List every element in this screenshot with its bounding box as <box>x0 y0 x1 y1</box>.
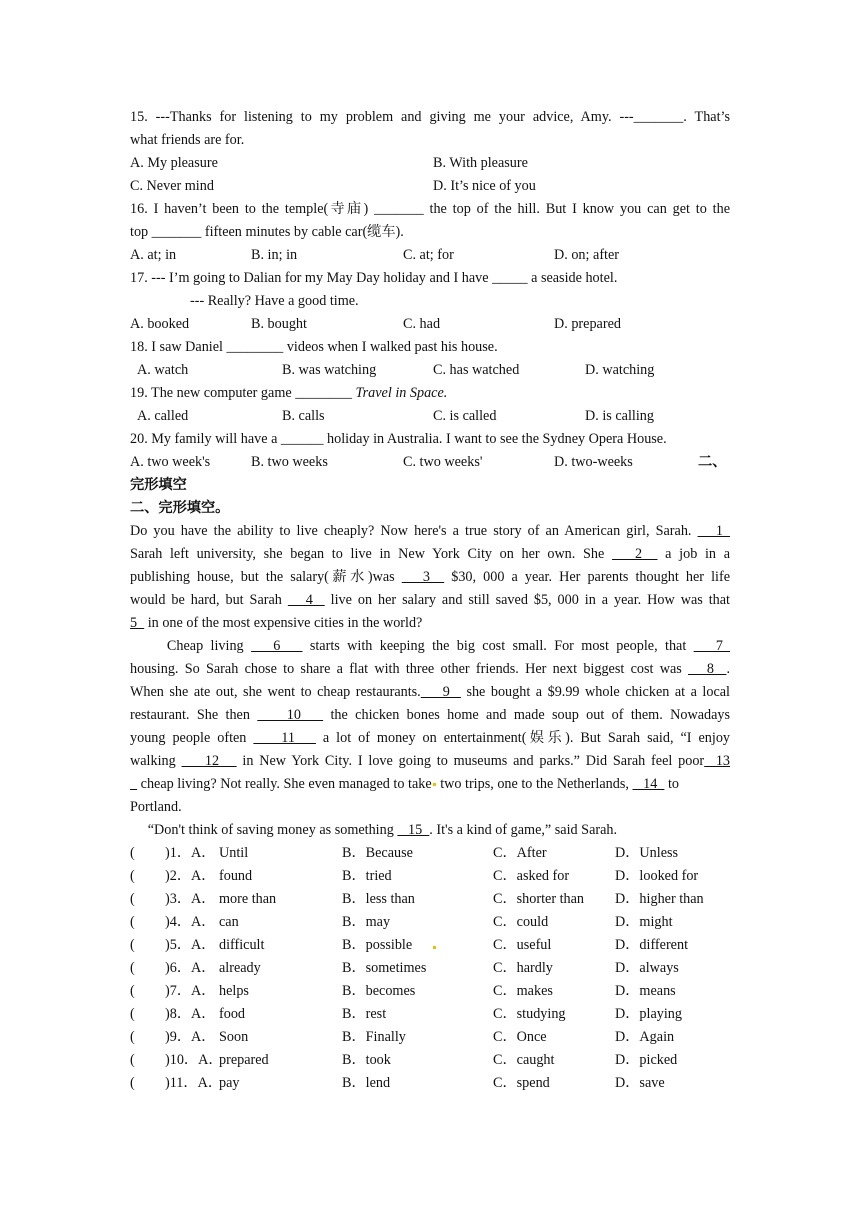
choice-number: )11．A． <box>165 1075 223 1091</box>
choice-b: B．sometimes <box>342 960 427 976</box>
q16-option-b: B. in; in <box>251 247 298 263</box>
passage-text: the chicken bones home and made soup out of them. Nowadays <box>323 707 731 723</box>
choice-number: )3．A． <box>165 891 216 907</box>
choice-d: D．always <box>615 960 679 976</box>
passage-text: she bought a $9.99 whole chicken at a local <box>460 684 730 700</box>
q19-option-a: A. called <box>137 408 189 424</box>
choice-d: D．save <box>615 1075 665 1091</box>
choice-c: C．useful <box>493 937 552 953</box>
question-16-cont: top _______ fifteen minutes by cable car(缆车). <box>130 224 404 240</box>
choice-row <box>130 1003 730 1026</box>
choice-paren: ( <box>130 914 135 930</box>
q16-option-d: D. on; after <box>554 247 620 263</box>
choice-d: D．higher than <box>615 891 704 907</box>
passage-text: Cheap living <box>130 638 252 654</box>
q20-option-b: B. two weeks <box>251 454 328 470</box>
blank-4: 4 <box>287 592 325 608</box>
choice-row <box>130 865 730 888</box>
choice-b: B．possible <box>342 937 413 953</box>
passage-line <box>130 520 730 543</box>
q19-options <box>130 405 730 428</box>
choice-number: )8．A． <box>165 1006 216 1022</box>
blank-1: 1 <box>697 523 731 539</box>
passage-text: restaurant. She then <box>130 707 258 723</box>
choice-b: B．less than <box>342 891 415 907</box>
choice-c: C．After <box>493 845 547 861</box>
passage-line <box>130 750 730 773</box>
choice-a: found <box>219 868 253 884</box>
q20-options <box>130 451 730 474</box>
blank-15: 15 <box>397 822 430 838</box>
choice-b: B．becomes <box>342 983 416 999</box>
choice-row <box>130 980 730 1003</box>
choice-row <box>130 1049 730 1072</box>
passage-text: in New York City. I love going to museums and parks.” Did Sarah feel poor <box>236 753 705 769</box>
blank-10: 10 <box>257 707 324 723</box>
choice-a: already <box>219 960 261 976</box>
choice-a: food <box>219 1006 246 1022</box>
question-15: 15. ---Thanks for listening to my problem and giving me your advice, Amy. ---_______. That’s <box>130 109 730 125</box>
q18-option-d: D. watching <box>585 362 655 378</box>
choice-c: C．shorter than <box>493 891 585 907</box>
passage-text: “Don't think of saving money as something <box>130 822 398 838</box>
choice-b: B．Because <box>342 845 413 861</box>
q18-options <box>130 359 730 382</box>
choice-paren: ( <box>130 960 135 976</box>
choice-d: D．different <box>615 937 689 953</box>
q19-option-c: C. is called <box>433 408 497 424</box>
q16-option-c: C. at; for <box>403 247 454 263</box>
q20-option-a: A. two week's <box>130 454 211 470</box>
passage-text: $30, 000 a year. Her parents thought her life <box>444 569 731 585</box>
choice-paren: ( <box>130 1052 135 1068</box>
blank-2: 2 <box>611 546 658 562</box>
choice-c: C．could <box>493 914 549 930</box>
choice-b: B．rest <box>342 1006 387 1022</box>
q18-option-a: A. watch <box>137 362 189 378</box>
choice-d: D．means <box>615 983 676 999</box>
passage-text: cheap living? Not really. She even managed to take <box>137 776 432 792</box>
choice-b: B．tried <box>342 868 392 884</box>
passage-text: live on her salary and still saved $5, 000 in a year. How was that <box>324 592 730 608</box>
blank-8: 8 <box>688 661 727 677</box>
passage-text: in one of the most expensive cities in the world? <box>144 615 423 631</box>
choice-a: helps <box>219 983 249 999</box>
section-label-trail: 完形填空 <box>130 477 187 493</box>
choice-b: B．Finally <box>342 1029 406 1045</box>
passage-text: When she ate out, she went to cheap restaurants. <box>130 684 421 700</box>
passage-text: young people often <box>130 730 254 746</box>
choice-row <box>130 842 730 865</box>
choice-paren: ( <box>130 845 135 861</box>
passage-line <box>130 589 730 612</box>
q20-option-d: D. two-weeks <box>554 454 633 470</box>
choice-paren: ( <box>130 1075 135 1091</box>
passage-text: starts with keeping the big cost small. For most people, that <box>302 638 694 654</box>
yellow-dot-mark <box>433 783 436 786</box>
choice-a: pay <box>219 1075 240 1091</box>
choice-c: C．hardly <box>493 960 553 976</box>
choice-a: can <box>219 914 239 930</box>
choice-number: )4．A． <box>165 914 216 930</box>
section-title: 二、完形填空。 <box>130 500 230 516</box>
choice-d: D．picked <box>615 1052 678 1068</box>
choice-c: C．spend <box>493 1075 550 1091</box>
q16-option-a: A. at; in <box>130 247 177 263</box>
passage-line <box>130 658 730 681</box>
q19-option-d: D. is calling <box>585 408 654 424</box>
blank-9: 9 <box>420 684 461 700</box>
choice-number: )1．A． <box>165 845 216 861</box>
blank-14: 14 <box>632 776 665 792</box>
q16-options <box>130 244 730 267</box>
q15-option-a: A. My pleasure <box>130 155 218 171</box>
choice-d: D．playing <box>615 1006 682 1022</box>
passage-line <box>130 727 730 750</box>
q17-options <box>130 313 730 336</box>
choice-d: D．looked for <box>615 868 699 884</box>
passage-text: a lot of money on entertainment(娱乐). But Sarah said, “I enjoy <box>315 730 731 746</box>
choice-d: D．might <box>615 914 673 930</box>
q15-options-row1 <box>130 152 730 175</box>
section-number-trail: 二、 <box>698 454 727 470</box>
q15-option-b: B. With pleasure <box>433 155 528 171</box>
blank-11: 11 <box>253 730 316 746</box>
choice-number: )2．A． <box>165 868 216 884</box>
choice-paren: ( <box>130 891 135 907</box>
q15-options-row2 <box>130 175 730 198</box>
blank-13: 13 <box>704 753 731 769</box>
passage-line <box>130 773 730 796</box>
choice-row <box>130 1072 730 1095</box>
choice-number: )6．A． <box>165 960 216 976</box>
choice-b: B．may <box>342 914 391 930</box>
choice-paren: ( <box>130 1029 135 1045</box>
blank-7: 7 <box>693 638 731 654</box>
passage-text: housing. So Sarah chose to share a flat with three other friends. Her next biggest cost was <box>130 661 689 677</box>
passage-text: publishing house, but the salary(薪水)was <box>130 569 402 585</box>
choice-paren: ( <box>130 937 135 953</box>
choice-c: C．Once <box>493 1029 547 1045</box>
passage-line <box>130 635 730 658</box>
passage-text: would be hard, but Sarah <box>130 592 288 608</box>
passage-text: Do you have the ability to live cheaply? Now here's a true story of an American girl, Sarah. <box>130 523 698 539</box>
choice-c: C．studying <box>493 1006 566 1022</box>
q15-option-d: D. It’s nice of you <box>433 178 536 194</box>
choice-a: Until <box>219 845 249 861</box>
passage-line <box>130 612 730 635</box>
choice-a: more than <box>219 891 277 907</box>
choice-row <box>130 957 730 980</box>
q17-option-a: A. booked <box>130 316 190 332</box>
passage-line <box>130 681 730 704</box>
choice-number: )9．A． <box>165 1029 216 1045</box>
question-20: 20. My family will have a ______ holiday in Australia. I want to see the Sydney Opera House. <box>130 431 667 447</box>
q18-option-b: B. was watching <box>282 362 377 378</box>
blank-3: 3 <box>401 569 445 585</box>
q19-option-b: B. calls <box>282 408 325 424</box>
choice-a: Soon <box>219 1029 249 1045</box>
choice-b: B．lend <box>342 1075 391 1091</box>
passage-line <box>130 819 730 842</box>
passage-line <box>130 566 730 589</box>
question-17: 17. --- I’m going to Dalian for my May Day holiday and I have _____ a seaside hotel. <box>130 270 618 286</box>
q17-option-c: C. had <box>403 316 441 332</box>
q15-option-c: C. Never mind <box>130 178 214 194</box>
passage-text: . <box>726 661 730 677</box>
worksheet <box>130 106 730 1095</box>
passage-text: two trips, one to the Netherlands, <box>436 776 633 792</box>
question-19-text: 19. The new computer game ________ <box>130 385 356 401</box>
passage-line: Portland. <box>130 799 182 815</box>
yellow-dot-mark <box>433 946 436 949</box>
choice-c: C．caught <box>493 1052 555 1068</box>
passage-text: walking <box>130 753 182 769</box>
choice-table <box>130 842 730 1095</box>
choice-paren: ( <box>130 983 135 999</box>
blank-5: 5 <box>130 615 145 631</box>
choice-number: )10．A． <box>165 1052 223 1068</box>
choice-number: )5．A． <box>165 937 216 953</box>
passage-text: . It's a kind of game,” said Sarah. <box>429 822 618 838</box>
passage-line <box>130 543 730 566</box>
choice-paren: ( <box>130 1006 135 1022</box>
q18-option-c: C. has watched <box>433 362 520 378</box>
choice-c: C．makes <box>493 983 553 999</box>
question-16: 16. I haven’t been to the temple(寺庙) _______ the top of the hill. But I know you can get to the <box>130 201 730 217</box>
choice-a: difficult <box>219 937 265 953</box>
game-title: Travel in Space. <box>355 385 448 401</box>
choice-a: prepared <box>219 1052 269 1068</box>
choice-c: C．asked for <box>493 868 570 884</box>
choice-row <box>130 888 730 911</box>
choice-row <box>130 934 730 957</box>
q17-option-d: D. prepared <box>554 316 621 332</box>
choice-d: D．Again <box>615 1029 675 1045</box>
choice-paren: ( <box>130 868 135 884</box>
passage-text: to <box>664 776 679 792</box>
passage-line <box>130 704 730 727</box>
question-17-reply: --- Really? Have a good time. <box>190 293 359 309</box>
choice-d: D．Unless <box>615 845 679 861</box>
question-19 <box>130 382 730 405</box>
choice-number: )7．A． <box>165 983 216 999</box>
blank-6: 6 <box>251 638 303 654</box>
choice-b: B．took <box>342 1052 391 1068</box>
question-18: 18. I saw Daniel ________ videos when I walked past his house. <box>130 339 498 355</box>
blank-12: 12 <box>181 753 237 769</box>
passage-text: a job in a <box>657 546 730 562</box>
q20-option-c: C. two weeks' <box>403 454 483 470</box>
q17-option-b: B. bought <box>251 316 307 332</box>
choice-row <box>130 911 730 934</box>
question-15-cont: what friends are for. <box>130 132 245 148</box>
passage-text: Sarah left university, she began to live in New York City on her own. She <box>130 546 612 562</box>
choice-row <box>130 1026 730 1049</box>
